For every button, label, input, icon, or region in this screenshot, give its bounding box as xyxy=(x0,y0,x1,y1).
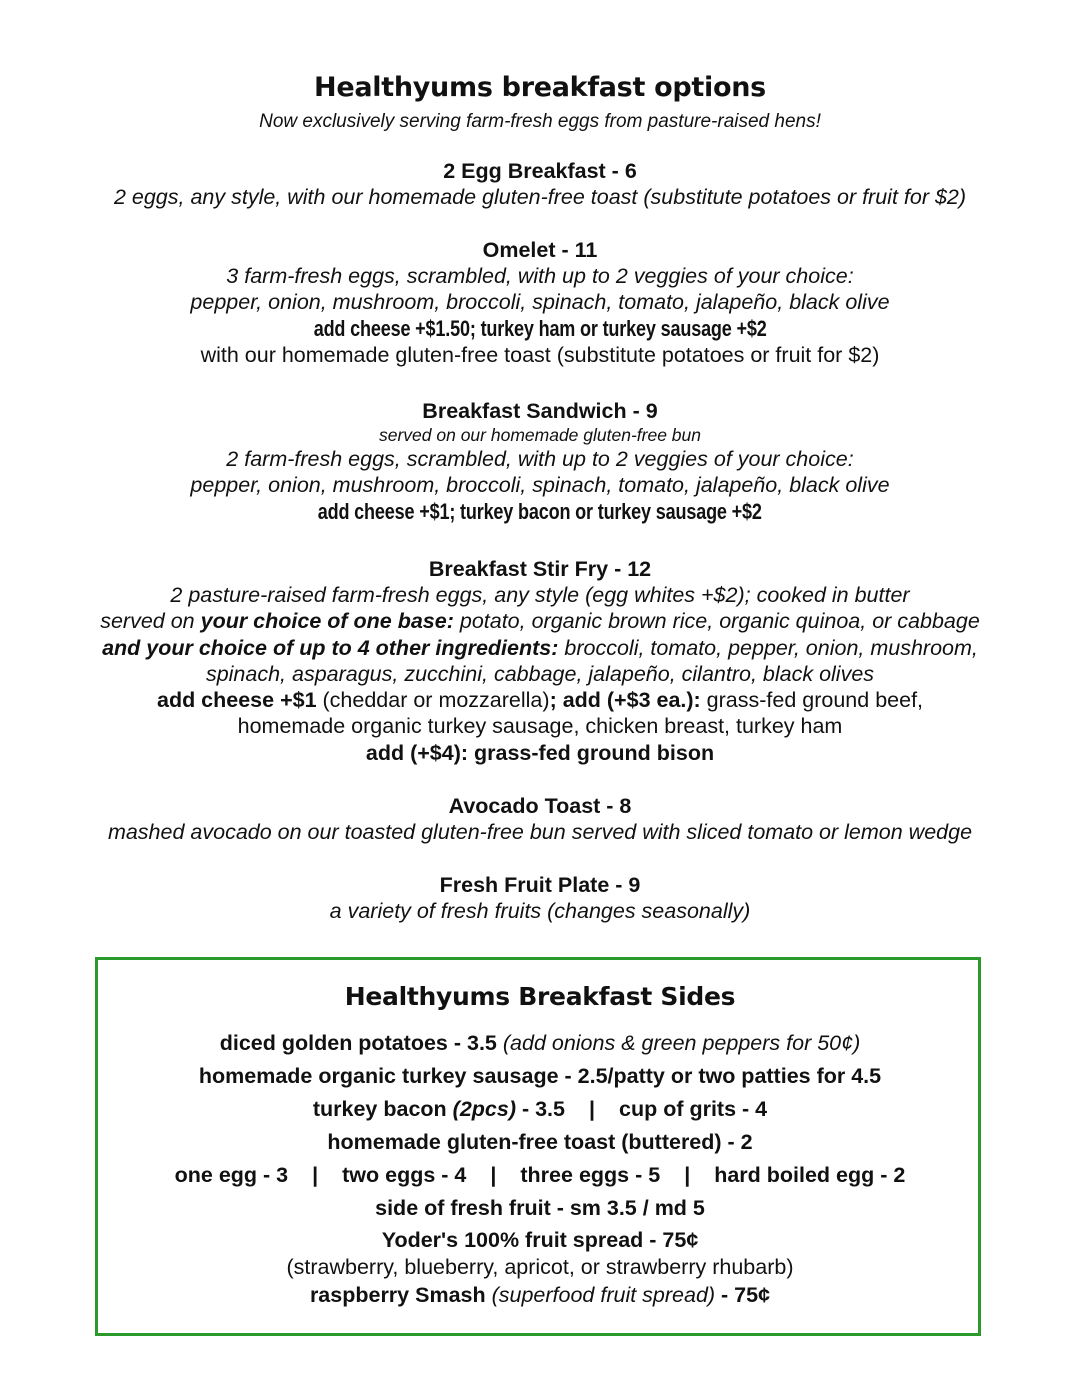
menu-item-omelet xyxy=(0,237,1080,368)
menu-item-avocado-toast xyxy=(0,793,1080,845)
item-addons: add cheese +$1; turkey bacon or turkey sausage +$2 xyxy=(317,498,763,524)
item-ingredient-list: spinach, asparagus, zucchini, cabbage, jalapeño, cilantro, black olives xyxy=(205,661,875,686)
item-name: Omelet - 11 xyxy=(482,238,598,262)
item-veggie-list: pepper, onion, mushroom, broccoli, spinach, tomato, jalapeño, black olive xyxy=(190,473,890,498)
item-name: Breakfast Stir Fry - 12 xyxy=(428,557,652,581)
item-veggie-list: pepper, onion, mushroom, broccoli, spinach, tomato, jalapeño, black olive xyxy=(190,290,890,315)
menu-title: Healthyums breakfast options xyxy=(314,72,766,103)
side-spread-flavors: (strawberry, blueberry, apricot, or strawberry rhubarb) xyxy=(286,1255,794,1279)
item-addons: add cheese +$1.50; turkey ham or turkey sausage +$2 xyxy=(313,315,767,341)
item-bison-addon: add (+$4): grass-fed ground bison xyxy=(365,740,715,765)
side-fruit-spread: Yoder's 100% fruit spread - 75¢ xyxy=(381,1228,699,1252)
menu-item-breakfast-sandwich xyxy=(0,398,1080,525)
side-bacon-grits: turkey bacon (2pcs) - 3.5 | cup of grits - 4 xyxy=(0,1093,1080,1126)
item-name: Fresh Fruit Plate - 9 xyxy=(439,873,641,897)
sides-list xyxy=(0,1027,1080,1312)
separator: | xyxy=(490,1163,497,1187)
item-addons: add cheese +$1 (cheddar or mozzarella); add (+$3 ea.): grass-fed ground beef, xyxy=(156,688,924,713)
item-description: 3 farm-fresh eggs, scrambled, with up to 2 veggies of your choice: xyxy=(226,264,854,288)
item-ingredient-choice: and your choice of up to 4 other ingredients: broccoli, tomato, pepper, onion, mushroom, xyxy=(102,635,978,660)
menu-subtitle: Now exclusively serving farm-fresh eggs from pasture-raised hens! xyxy=(259,111,821,132)
item-description: a variety of fresh fruits (changes seasonally) xyxy=(329,899,751,923)
item-description: 2 pasture-raised farm-fresh eggs, any style (egg whites +$2); cooked in butter xyxy=(170,583,910,607)
side-potatoes: diced golden potatoes - 3.5 (add onions & green peppers for 50¢) xyxy=(219,1031,861,1055)
item-name: 2 Egg Breakfast - 6 xyxy=(443,159,637,183)
side-fresh-fruit: side of fresh fruit - sm 3.5 / md 5 xyxy=(375,1196,705,1220)
side-turkey-sausage: homemade organic turkey sausage - 2.5/patty or two patties for 4.5 xyxy=(198,1064,882,1088)
side-eggs: one egg - 3 | two eggs - 4 | three eggs - 5 | hard boiled egg - 2 xyxy=(0,1159,1080,1192)
menu-item-breakfast-stir-fry xyxy=(0,556,1080,766)
item-name: Avocado Toast - 8 xyxy=(448,794,632,818)
item-served-note: served on our homemade gluten-free bun xyxy=(378,425,701,445)
side-toast: homemade gluten-free toast (buttered) - 2 xyxy=(327,1130,753,1154)
item-toast-note: with our homemade gluten-free toast (substitute potatoes or fruit for $2) xyxy=(200,342,880,367)
item-base-choice: served on your choice of one base: potato, organic brown rice, organic quinoa, or cabbage xyxy=(100,609,980,634)
menu-item-2-egg-breakfast xyxy=(0,158,1080,210)
item-description: mashed avocado on our toasted gluten-free bun served with sliced tomato or lemon wedge xyxy=(107,820,973,844)
side-raspberry-smash: raspberry Smash (superfood fruit spread) - 75¢ xyxy=(309,1283,771,1307)
item-description: 2 eggs, any style, with our homemade gluten-free toast (substitute potatoes or fruit for $2) xyxy=(113,185,967,209)
menu-item-fresh-fruit-plate xyxy=(0,872,1080,924)
separator: | xyxy=(684,1163,691,1187)
item-description: 2 farm-fresh eggs, scrambled, with up to 2 veggies of your choice: xyxy=(226,447,854,471)
item-protein-list: homemade organic turkey sausage, chicken breast, turkey ham xyxy=(237,714,843,739)
separator: | xyxy=(588,1097,595,1121)
item-name: Breakfast Sandwich - 9 xyxy=(422,399,658,423)
separator: | xyxy=(312,1163,319,1187)
sides-title: Healthyums Breakfast Sides xyxy=(344,982,736,1011)
